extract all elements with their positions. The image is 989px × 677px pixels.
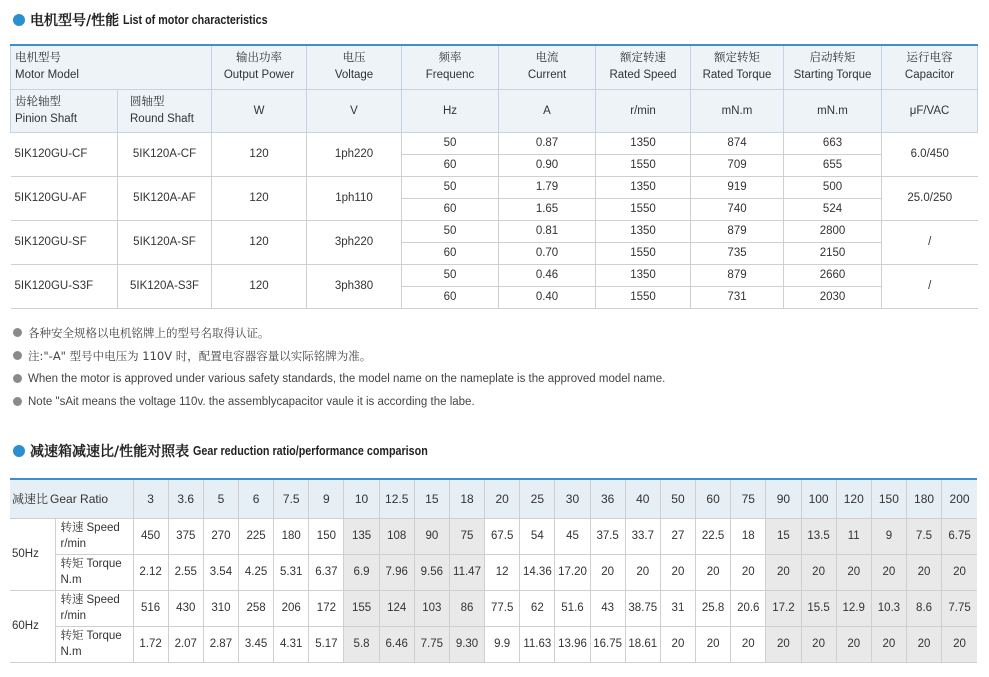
ratio-cell: 90	[766, 479, 801, 518]
speed-value-cell: 12.9	[836, 590, 871, 626]
header-round-shaft: 圆轴型 Round Shaft	[118, 89, 212, 132]
speed-value-cell: 43	[590, 590, 625, 626]
ratio-cell: 6	[239, 479, 274, 518]
torque-value-cell: 7.96	[379, 554, 414, 590]
torque-value-cell: 20	[942, 626, 977, 662]
current-cell: 0.46	[499, 264, 596, 286]
voltage-cell: 3ph220	[307, 220, 402, 264]
round-model-cell: 5IK120A-CF	[118, 132, 212, 176]
starting-torque-cell: 2660	[784, 264, 882, 286]
bullet-icon	[13, 397, 22, 406]
unit-cell: mN.m	[691, 89, 784, 132]
torque-label: 转矩 Torque N.m	[55, 554, 133, 590]
speed-value-cell: 135	[344, 518, 379, 554]
speed-value-cell: 516	[133, 590, 168, 626]
frequency-cell: 60	[402, 154, 499, 176]
speed-value-cell: 124	[379, 590, 414, 626]
torque-row	[10, 554, 977, 590]
torque-value-cell: 20	[801, 626, 836, 662]
ratio-cell: 30	[555, 479, 590, 518]
torque-value-cell: 4.25	[239, 554, 274, 590]
speed-value-cell: 6.75	[942, 518, 977, 554]
speed-value-cell: 18	[731, 518, 766, 554]
table-row	[11, 220, 978, 242]
rated-torque-cell: 879	[691, 264, 784, 286]
current-cell: 1.79	[499, 176, 596, 198]
rated-speed-cell: 1550	[596, 242, 691, 264]
rated-speed-cell: 1350	[596, 264, 691, 286]
torque-value-cell: 20	[625, 554, 660, 590]
unit-cell: W	[212, 89, 307, 132]
speed-value-cell: 150	[309, 518, 344, 554]
rated-speed-cell: 1350	[596, 220, 691, 242]
rated-torque-cell: 740	[691, 198, 784, 220]
speed-value-cell: 25.8	[696, 590, 731, 626]
table-row	[11, 132, 978, 154]
speed-value-cell: 11	[836, 518, 871, 554]
speed-value-cell: 20.6	[731, 590, 766, 626]
table-row	[11, 264, 978, 286]
ratio-cell: 25	[520, 479, 555, 518]
ratio-cell: 7.5	[274, 479, 309, 518]
speed-value-cell: 375	[168, 518, 203, 554]
rated-torque-cell: 879	[691, 220, 784, 242]
torque-value-cell: 12	[485, 554, 520, 590]
speed-value-cell: 27	[660, 518, 695, 554]
speed-value-cell: 31	[660, 590, 695, 626]
speed-value-cell: 15.5	[801, 590, 836, 626]
torque-value-cell: 3.54	[203, 554, 238, 590]
current-cell: 0.40	[499, 286, 596, 308]
torque-label: 转矩 Torque N.m	[55, 626, 133, 662]
current-cell: 0.70	[499, 242, 596, 264]
speed-value-cell: 86	[449, 590, 484, 626]
speed-value-cell: 7.5	[906, 518, 941, 554]
torque-value-cell: 20	[696, 626, 731, 662]
ratio-header-row	[10, 479, 977, 518]
frequency-cell: 50	[402, 176, 499, 198]
unit-cell: A	[499, 89, 596, 132]
voltage-cell: 1ph220	[307, 132, 402, 176]
speed-value-cell: 155	[344, 590, 379, 626]
ratio-cell: 200	[942, 479, 977, 518]
ratio-cell: 60	[696, 479, 731, 518]
speed-value-cell: 8.6	[906, 590, 941, 626]
torque-value-cell: 14.36	[520, 554, 555, 590]
ratio-cell: 120	[836, 479, 871, 518]
speed-value-cell: 62	[520, 590, 555, 626]
torque-value-cell: 20	[871, 626, 906, 662]
speed-value-cell: 172	[309, 590, 344, 626]
speed-value-cell: 258	[239, 590, 274, 626]
frequency-cell: 60	[402, 198, 499, 220]
speed-value-cell: 54	[520, 518, 555, 554]
capacitor-cell: 6.0/450	[882, 132, 978, 176]
ratio-cell: 50	[660, 479, 695, 518]
torque-value-cell: 6.37	[309, 554, 344, 590]
round-model-cell: 5IK120A-SF	[118, 220, 212, 264]
torque-value-cell: 11.63	[520, 626, 555, 662]
speed-value-cell: 10.3	[871, 590, 906, 626]
unit-cell: μF/VAC	[882, 89, 978, 132]
header-frequency: 频率 Frequenc	[402, 45, 499, 89]
bullet-icon	[13, 14, 25, 26]
torque-value-cell: 2.07	[168, 626, 203, 662]
bullet-icon	[13, 351, 22, 360]
ratio-cell: 15	[414, 479, 449, 518]
speed-value-cell: 103	[414, 590, 449, 626]
starting-torque-cell: 655	[784, 154, 882, 176]
capacitor-cell: 25.0/250	[882, 176, 978, 220]
torque-value-cell: 6.46	[379, 626, 414, 662]
motor-characteristics-table	[10, 44, 978, 309]
gear-ratio-label: 减速比 Gear Ratio	[10, 479, 133, 518]
torque-value-cell: 1.72	[133, 626, 168, 662]
torque-value-cell: 20	[801, 554, 836, 590]
speed-value-cell: 77.5	[485, 590, 520, 626]
torque-value-cell: 13.96	[555, 626, 590, 662]
torque-value-cell: 11.47	[449, 554, 484, 590]
bullet-icon	[13, 374, 22, 383]
starting-torque-cell: 2030	[784, 286, 882, 308]
table-row	[11, 176, 978, 198]
section-title-motor: 电机型号/性能 List of motor characteristics	[13, 10, 291, 30]
rated-speed-cell: 1350	[596, 176, 691, 198]
rated-torque-cell: 731	[691, 286, 784, 308]
current-cell: 0.87	[499, 132, 596, 154]
motor-table-body	[11, 132, 978, 308]
speed-value-cell: 17.2	[766, 590, 801, 626]
torque-value-cell: 2.55	[168, 554, 203, 590]
header-starting-torque: 启动转矩 Starting Torque	[784, 45, 882, 89]
header-voltage: 电压 Voltage	[307, 45, 402, 89]
voltage-cell: 3ph380	[307, 264, 402, 308]
starting-torque-cell: 2150	[784, 242, 882, 264]
torque-row	[10, 626, 977, 662]
ratio-cell: 3.6	[168, 479, 203, 518]
frequency-cell: 50	[402, 264, 499, 286]
rated-speed-cell: 1550	[596, 154, 691, 176]
torque-value-cell: 20	[696, 554, 731, 590]
header-pinion-shaft: 齿轮轴型 Pinion Shaft	[11, 89, 118, 132]
speed-row	[10, 590, 977, 626]
rated-torque-cell: 919	[691, 176, 784, 198]
gear-ratio-table	[10, 478, 977, 663]
starting-torque-cell: 500	[784, 176, 882, 198]
pinion-model-cell: 5IK120GU-CF	[11, 132, 118, 176]
rated-torque-cell: 874	[691, 132, 784, 154]
output-power-cell: 120	[212, 264, 307, 308]
ratio-cell: 150	[871, 479, 906, 518]
torque-value-cell: 20	[731, 626, 766, 662]
speed-value-cell: 90	[414, 518, 449, 554]
speed-value-cell: 450	[133, 518, 168, 554]
speed-value-cell: 38.75	[625, 590, 660, 626]
header-rated-torque: 额定转矩 Rated Torque	[691, 45, 784, 89]
torque-value-cell: 17.20	[555, 554, 590, 590]
frequency-label: 60Hz	[10, 590, 55, 662]
ratio-cell: 75	[731, 479, 766, 518]
unit-cell: r/min	[596, 89, 691, 132]
note-item: 注:"-A" 型号中电压为 110V 时，配置电容器容量以实际铭牌为准。	[13, 344, 665, 367]
rated-speed-cell: 1550	[596, 286, 691, 308]
speed-value-cell: 180	[274, 518, 309, 554]
rated-torque-cell: 709	[691, 154, 784, 176]
ratio-cell: 18	[449, 479, 484, 518]
ratio-cell: 5	[203, 479, 238, 518]
torque-value-cell: 2.12	[133, 554, 168, 590]
ratio-cell: 12.5	[379, 479, 414, 518]
round-model-cell: 5IK120A-AF	[118, 176, 212, 220]
speed-value-cell: 15	[766, 518, 801, 554]
unit-cell: V	[307, 89, 402, 132]
speed-value-cell: 225	[239, 518, 274, 554]
speed-value-cell: 108	[379, 518, 414, 554]
speed-value-cell: 13.5	[801, 518, 836, 554]
speed-row	[10, 518, 977, 554]
speed-value-cell: 270	[203, 518, 238, 554]
torque-value-cell: 20	[871, 554, 906, 590]
capacitor-cell: /	[882, 220, 978, 264]
torque-value-cell: 5.31	[274, 554, 309, 590]
speed-label: 转速 Speed r/min	[55, 590, 133, 626]
torque-value-cell: 20	[766, 554, 801, 590]
table-header-row	[11, 45, 978, 89]
frequency-cell: 60	[402, 286, 499, 308]
starting-torque-cell: 663	[784, 132, 882, 154]
torque-value-cell: 20	[906, 626, 941, 662]
torque-value-cell: 20	[836, 554, 871, 590]
rated-speed-cell: 1550	[596, 198, 691, 220]
bullet-icon	[13, 445, 25, 457]
frequency-cell: 60	[402, 242, 499, 264]
torque-value-cell: 16.75	[590, 626, 625, 662]
ratio-cell: 40	[625, 479, 660, 518]
torque-value-cell: 20	[766, 626, 801, 662]
torque-value-cell: 7.75	[414, 626, 449, 662]
speed-value-cell: 33.7	[625, 518, 660, 554]
header-capacitor: 运行电容 Capacitor	[882, 45, 978, 89]
speed-value-cell: 7.75	[942, 590, 977, 626]
starting-torque-cell: 2800	[784, 220, 882, 242]
speed-value-cell: 51.6	[555, 590, 590, 626]
torque-value-cell: 4.31	[274, 626, 309, 662]
torque-value-cell: 2.87	[203, 626, 238, 662]
note-item: Note "sAit means the voltage 110v. the assemblycapacitor vaule it is according the labe.	[13, 390, 665, 413]
speed-value-cell: 37.5	[590, 518, 625, 554]
output-power-cell: 120	[212, 132, 307, 176]
ratio-cell: 20	[485, 479, 520, 518]
torque-value-cell: 5.8	[344, 626, 379, 662]
current-cell: 0.81	[499, 220, 596, 242]
unit-cell: mN.m	[784, 89, 882, 132]
table-subheader-row	[11, 89, 978, 132]
header-motor-model: 电机型号 Motor Model	[11, 45, 212, 89]
output-power-cell: 120	[212, 220, 307, 264]
rated-torque-cell: 735	[691, 242, 784, 264]
current-cell: 0.90	[499, 154, 596, 176]
torque-value-cell: 6.9	[344, 554, 379, 590]
ratio-cell: 10	[344, 479, 379, 518]
section-title-gear: 减速箱减速比/性能对照表 Gear reduction ratio/performance comparison	[13, 441, 466, 461]
frequency-cell: 50	[402, 220, 499, 242]
ratio-cell: 9	[309, 479, 344, 518]
starting-torque-cell: 524	[784, 198, 882, 220]
current-cell: 1.65	[499, 198, 596, 220]
pinion-model-cell: 5IK120GU-S3F	[11, 264, 118, 308]
torque-value-cell: 9.56	[414, 554, 449, 590]
speed-value-cell: 310	[203, 590, 238, 626]
speed-value-cell: 22.5	[696, 518, 731, 554]
header-current: 电流 Current	[499, 45, 596, 89]
torque-value-cell: 20	[731, 554, 766, 590]
voltage-cell: 1ph110	[307, 176, 402, 220]
ratio-cell: 36	[590, 479, 625, 518]
pinion-model-cell: 5IK120GU-SF	[11, 220, 118, 264]
note-item: When the motor is approved under various safety standards, the model name on the nameplate is the approved model name.	[13, 367, 665, 390]
torque-value-cell: 9.30	[449, 626, 484, 662]
frequency-label: 50Hz	[10, 518, 55, 590]
ratio-cell: 180	[906, 479, 941, 518]
speed-value-cell: 45	[555, 518, 590, 554]
speed-value-cell: 430	[168, 590, 203, 626]
ratio-cell: 3	[133, 479, 168, 518]
header-rated-speed: 额定转速 Rated Speed	[596, 45, 691, 89]
pinion-model-cell: 5IK120GU-AF	[11, 176, 118, 220]
bullet-icon	[13, 328, 22, 337]
rated-speed-cell: 1350	[596, 132, 691, 154]
torque-value-cell: 20	[906, 554, 941, 590]
torque-value-cell: 18.61	[625, 626, 660, 662]
torque-value-cell: 20	[590, 554, 625, 590]
speed-value-cell: 9	[871, 518, 906, 554]
note-item: 各种安全规格以电机铭牌上的型号名取得认证。	[13, 321, 665, 344]
torque-value-cell: 5.17	[309, 626, 344, 662]
output-power-cell: 120	[212, 176, 307, 220]
torque-value-cell: 20	[660, 554, 695, 590]
capacitor-cell: /	[882, 264, 978, 308]
torque-value-cell: 20	[660, 626, 695, 662]
speed-value-cell: 206	[274, 590, 309, 626]
speed-value-cell: 75	[449, 518, 484, 554]
round-model-cell: 5IK120A-S3F	[118, 264, 212, 308]
frequency-cell: 50	[402, 132, 499, 154]
torque-value-cell: 20	[836, 626, 871, 662]
unit-cell: Hz	[402, 89, 499, 132]
torque-value-cell: 9.9	[485, 626, 520, 662]
torque-value-cell: 20	[942, 554, 977, 590]
speed-label: 转速 Speed r/min	[55, 518, 133, 554]
speed-value-cell: 67.5	[485, 518, 520, 554]
torque-value-cell: 3.45	[239, 626, 274, 662]
header-output-power: 输出功率 Output Power	[212, 45, 307, 89]
notes-list	[13, 321, 665, 413]
ratio-cell: 100	[801, 479, 836, 518]
